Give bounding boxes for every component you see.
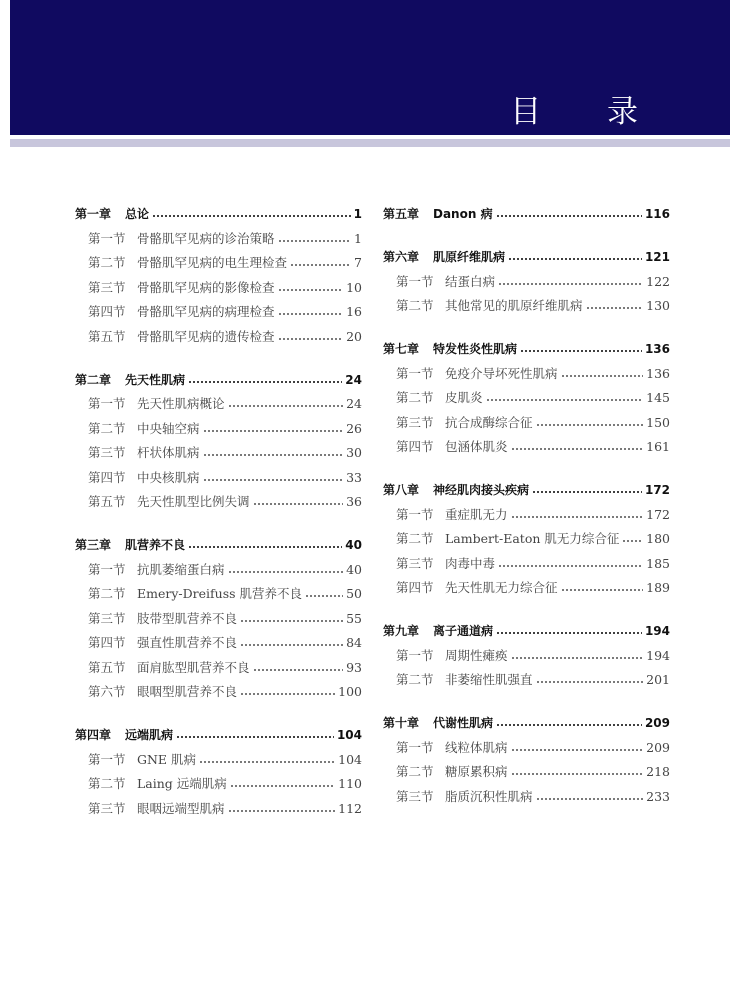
chapter-title: 代谢性肌病 [433, 716, 494, 730]
page-number: 130 [646, 298, 670, 313]
page-number: 24 [346, 396, 362, 411]
page-number: 50 [346, 586, 362, 601]
page-number: 104 [336, 728, 362, 742]
page-number: 84 [346, 635, 362, 650]
dot-leader [511, 511, 644, 519]
chapter-number: 第一章 [75, 207, 112, 221]
dot-leader [511, 768, 644, 776]
page-number: 233 [646, 788, 670, 804]
section-number: 第二节 [88, 776, 126, 791]
chapter-number: 第十章 [383, 716, 420, 730]
dot-leader [203, 449, 344, 457]
page-number: 104 [338, 751, 362, 767]
toc-section-entry[interactable] [75, 490, 362, 515]
dot-leader [188, 541, 342, 549]
page-number: 16 [346, 304, 362, 319]
section-number: 第五节 [88, 659, 126, 675]
page-number: 150 [646, 414, 670, 430]
section-number: 第四节 [396, 580, 434, 595]
section-number: 第五节 [88, 494, 126, 509]
section-title: 骨骼肌罕见病的遗传检查 [137, 328, 275, 344]
toc-chapter-block [383, 478, 670, 601]
page-number: 1 [353, 207, 362, 221]
toc-chapter-entry[interactable] [383, 245, 670, 270]
dot-leader [511, 652, 644, 660]
section-number: 第三节 [88, 445, 126, 460]
toc-section-entry[interactable] [383, 386, 670, 411]
section-title: 皮肌炎 [445, 390, 483, 405]
page-number: 40 [346, 561, 362, 577]
section-title: 肢带型肌营养不良 [137, 610, 238, 626]
dot-leader [305, 590, 343, 598]
section-title: 骨骼肌罕见病的病理检查 [137, 304, 275, 319]
toc-section-entry[interactable] [75, 772, 362, 797]
toc-section-entry[interactable] [75, 227, 362, 252]
toc-chapter-block [75, 202, 362, 349]
page-number: 185 [646, 555, 670, 571]
page-number: 20 [346, 328, 362, 344]
page-number: 36 [346, 494, 362, 509]
chapter-title: Danon 病 [433, 207, 493, 221]
toc-column-left [75, 202, 362, 840]
section-number: 第二节 [396, 531, 434, 546]
dot-leader [561, 370, 644, 378]
section-number: 第六节 [88, 684, 126, 699]
section-number: 第四节 [396, 439, 434, 454]
section-title: 先天性肌无力综合征 [445, 580, 558, 595]
dot-leader [290, 259, 351, 267]
toc-chapter-block [383, 711, 670, 809]
section-title: 重症肌无力 [445, 506, 508, 522]
page-number: 30 [346, 445, 362, 460]
toc-section-entry[interactable] [383, 644, 670, 669]
dot-leader [496, 627, 642, 635]
section-title: 抗肌萎缩蛋白病 [137, 561, 225, 577]
dot-leader [496, 210, 642, 218]
toc-chapter-block [383, 202, 670, 227]
toc-section-entry[interactable] [383, 294, 670, 319]
dot-leader [278, 333, 344, 341]
section-title: Laing 远端肌病 [137, 776, 227, 791]
dot-leader [498, 560, 643, 568]
page-number: 10 [346, 279, 362, 295]
section-number: 第三节 [396, 414, 434, 430]
dot-leader [278, 235, 352, 243]
section-number: 第三节 [88, 800, 126, 816]
chapter-title: 离子通道病 [433, 624, 494, 638]
chapter-title: 特发性炎性肌病 [433, 342, 518, 356]
section-title: 先天性肌型比例失调 [137, 494, 250, 509]
toc-section-entry[interactable] [75, 558, 362, 583]
section-title: 强直性肌营养不良 [137, 635, 238, 650]
chapter-number: 第八章 [383, 483, 420, 497]
page-number: 110 [338, 776, 362, 791]
page-number: 55 [346, 610, 362, 626]
chapter-number: 第五章 [383, 207, 420, 221]
page-number: 116 [644, 207, 670, 221]
toc-chapter-block [75, 368, 362, 515]
section-number: 第二节 [88, 420, 126, 436]
section-title: 骨骼肌罕见病的电生理检查 [137, 255, 288, 270]
toc-section-entry[interactable] [75, 582, 362, 607]
section-number: 第三节 [88, 610, 126, 626]
chapter-number: 第三章 [75, 538, 112, 552]
page-number: 194 [644, 624, 670, 638]
page-number: 209 [644, 716, 670, 730]
page-number: 7 [354, 255, 362, 270]
dot-leader [511, 443, 644, 451]
page-number: 136 [644, 342, 670, 356]
chapter-number: 第七章 [383, 342, 420, 356]
toc-section-entry[interactable] [383, 736, 670, 761]
chapter-number: 第四章 [75, 728, 112, 742]
chapter-title: 远端肌病 [125, 728, 174, 742]
toc-section-entry[interactable] [383, 435, 670, 460]
toc-section-entry[interactable] [383, 760, 670, 785]
dot-leader [240, 639, 343, 647]
section-title: 中央轴空病 [137, 420, 200, 436]
section-title: 眼咽型肌营养不良 [137, 684, 238, 699]
toc-section-entry[interactable] [75, 607, 362, 632]
page-number: 180 [646, 531, 670, 546]
section-number: 第二节 [396, 764, 434, 779]
toc-section-entry[interactable] [75, 441, 362, 466]
toc-section-entry[interactable] [75, 631, 362, 656]
dot-leader [536, 419, 644, 427]
page-number: 218 [646, 764, 670, 779]
section-number: 第四节 [88, 635, 126, 650]
chapter-title: 神经肌肉接头疾病 [433, 483, 530, 497]
dot-leader [520, 345, 642, 353]
page-number: 172 [646, 506, 670, 522]
page-title: 目 录 [510, 94, 666, 130]
section-title: 先天性肌病概论 [137, 396, 225, 411]
toc-section-entry[interactable] [75, 276, 362, 301]
section-title: 杆状体肌病 [137, 445, 200, 460]
dot-leader [188, 376, 342, 384]
dot-leader [511, 744, 644, 752]
toc-chapter-block [383, 619, 670, 693]
section-number: 第二节 [396, 298, 434, 313]
section-title: 眼咽远端型肌病 [137, 800, 225, 816]
toc-section-entry[interactable] [75, 656, 362, 681]
toc-section-entry[interactable] [75, 251, 362, 276]
dot-leader [622, 535, 643, 543]
dot-leader [536, 676, 644, 684]
dot-leader [561, 584, 644, 592]
section-number: 第二节 [396, 390, 434, 405]
section-number: 第二节 [88, 586, 126, 601]
section-number: 第五节 [88, 328, 126, 344]
section-number: 第一节 [88, 396, 126, 411]
toc-section-entry[interactable] [75, 466, 362, 491]
toc-chapter-block [75, 723, 362, 821]
dot-leader [278, 284, 344, 292]
toc-chapter-entry[interactable] [75, 202, 362, 227]
toc-section-entry[interactable] [383, 411, 670, 436]
page-number: 172 [644, 483, 670, 497]
toc-chapter-block [75, 533, 362, 705]
dot-leader [586, 302, 644, 310]
dot-leader [496, 719, 642, 727]
chapter-title: 肌原纤维肌病 [433, 250, 506, 264]
section-title: 肉毒中毒 [445, 555, 496, 571]
dot-leader [203, 425, 344, 433]
toc-chapter-block [383, 337, 670, 460]
dot-leader [498, 278, 643, 286]
section-number: 第一节 [396, 273, 434, 289]
dot-leader [536, 793, 644, 801]
section-title: 面肩肱型肌营养不良 [137, 659, 250, 675]
section-title: 抗合成酶综合征 [445, 414, 533, 430]
chapter-title: 肌营养不良 [125, 538, 186, 552]
dot-leader [228, 566, 344, 574]
section-number: 第四节 [88, 469, 126, 485]
section-number: 第三节 [396, 555, 434, 571]
section-title: 其他常见的肌原纤维肌病 [445, 298, 583, 313]
chapter-number: 第九章 [383, 624, 420, 638]
dot-leader [228, 400, 344, 408]
section-number: 第二节 [88, 255, 126, 270]
dot-leader [253, 664, 344, 672]
section-title: 脂质沉积性肌病 [445, 788, 533, 804]
toc-section-entry[interactable] [75, 680, 362, 705]
section-title: 中央核肌病 [137, 469, 200, 485]
toc-chapter-entry[interactable] [383, 202, 670, 227]
page-number: 1 [354, 230, 362, 246]
toc-column-right [383, 202, 670, 828]
toc-section-entry[interactable] [383, 552, 670, 577]
toc-chapter-block [383, 245, 670, 319]
page-number: 121 [644, 250, 670, 264]
section-title: 非萎缩性肌强直 [445, 672, 533, 687]
section-title: 周期性瘫痪 [445, 647, 508, 663]
dot-leader [240, 615, 343, 623]
section-title: 糖原累积病 [445, 764, 508, 779]
toc-section-entry[interactable] [383, 362, 670, 387]
toc-chapter-entry[interactable] [75, 533, 362, 558]
section-title: Emery-Dreifuss 肌营养不良 [137, 586, 303, 601]
chapter-title: 先天性肌病 [125, 372, 186, 387]
toc-chapter-entry[interactable] [383, 711, 670, 736]
section-title: 结蛋白病 [445, 273, 496, 289]
toc-section-entry[interactable] [75, 325, 362, 350]
dot-leader [152, 210, 351, 218]
header-divider-strip [10, 139, 730, 147]
section-title: 骨骼肌罕见病的诊治策略 [137, 230, 275, 246]
section-number: 第一节 [396, 365, 434, 381]
dot-leader [228, 805, 336, 813]
dot-leader [278, 308, 344, 316]
toc-section-entry[interactable] [75, 417, 362, 442]
page-number: 24 [345, 372, 362, 387]
toc-section-entry[interactable] [75, 392, 362, 417]
dot-leader [253, 498, 344, 506]
dot-leader [532, 486, 642, 494]
toc-section-entry[interactable] [75, 300, 362, 325]
chapter-number: 第六章 [383, 250, 420, 264]
toc-chapter-entry[interactable] [383, 337, 670, 362]
page-number: 112 [338, 800, 362, 816]
section-number: 第三节 [396, 788, 434, 804]
toc-section-entry[interactable] [383, 503, 670, 528]
section-title: 免疫介导坏死性肌病 [445, 365, 558, 381]
dot-leader [230, 780, 335, 788]
toc-section-entry[interactable] [383, 527, 670, 552]
page-number: 26 [346, 420, 362, 436]
page-number: 136 [646, 365, 670, 381]
section-number: 第一节 [396, 506, 434, 522]
page-number: 209 [646, 739, 670, 755]
page-number: 189 [646, 580, 670, 595]
section-number: 第三节 [88, 279, 126, 295]
page-number: 194 [646, 647, 670, 663]
section-title: 包涵体肌炎 [445, 439, 508, 454]
section-title: Lambert-Eaton 肌无力综合征 [445, 531, 620, 546]
toc-chapter-entry[interactable] [75, 368, 362, 393]
dot-leader [199, 756, 335, 764]
section-number: 第一节 [396, 739, 434, 755]
section-number: 第一节 [396, 647, 434, 663]
section-title: 线粒体肌病 [445, 739, 508, 755]
page-number: 40 [345, 538, 362, 552]
page-number: 122 [646, 273, 670, 289]
dot-leader [486, 394, 644, 402]
toc-chapter-entry[interactable] [383, 478, 670, 503]
dot-leader [203, 474, 344, 482]
page-number: 100 [338, 684, 362, 699]
toc-section-entry[interactable] [383, 576, 670, 601]
dot-leader [240, 688, 335, 696]
section-number: 第四节 [88, 304, 126, 319]
dot-leader [176, 731, 334, 739]
page-number: 33 [346, 469, 362, 485]
page-number: 161 [646, 439, 670, 454]
section-number: 第一节 [88, 561, 126, 577]
section-title: 骨骼肌罕见病的影像检查 [137, 279, 275, 295]
page-number: 145 [646, 390, 670, 405]
section-number: 第一节 [88, 230, 126, 246]
toc-section-entry[interactable] [383, 270, 670, 295]
toc-section-entry[interactable] [383, 785, 670, 810]
page-number: 201 [646, 672, 670, 687]
page-number: 93 [346, 659, 362, 675]
section-title: GNE 肌病 [137, 751, 197, 767]
toc-section-entry[interactable] [383, 668, 670, 693]
section-number: 第一节 [88, 751, 126, 767]
toc-chapter-entry[interactable] [75, 723, 362, 748]
toc-section-entry[interactable] [75, 797, 362, 822]
dot-leader [508, 253, 642, 261]
toc-chapter-entry[interactable] [383, 619, 670, 644]
section-number: 第二节 [396, 672, 434, 687]
toc-section-entry[interactable] [75, 748, 362, 773]
chapter-title: 总论 [125, 207, 150, 221]
chapter-number: 第二章 [75, 372, 112, 387]
